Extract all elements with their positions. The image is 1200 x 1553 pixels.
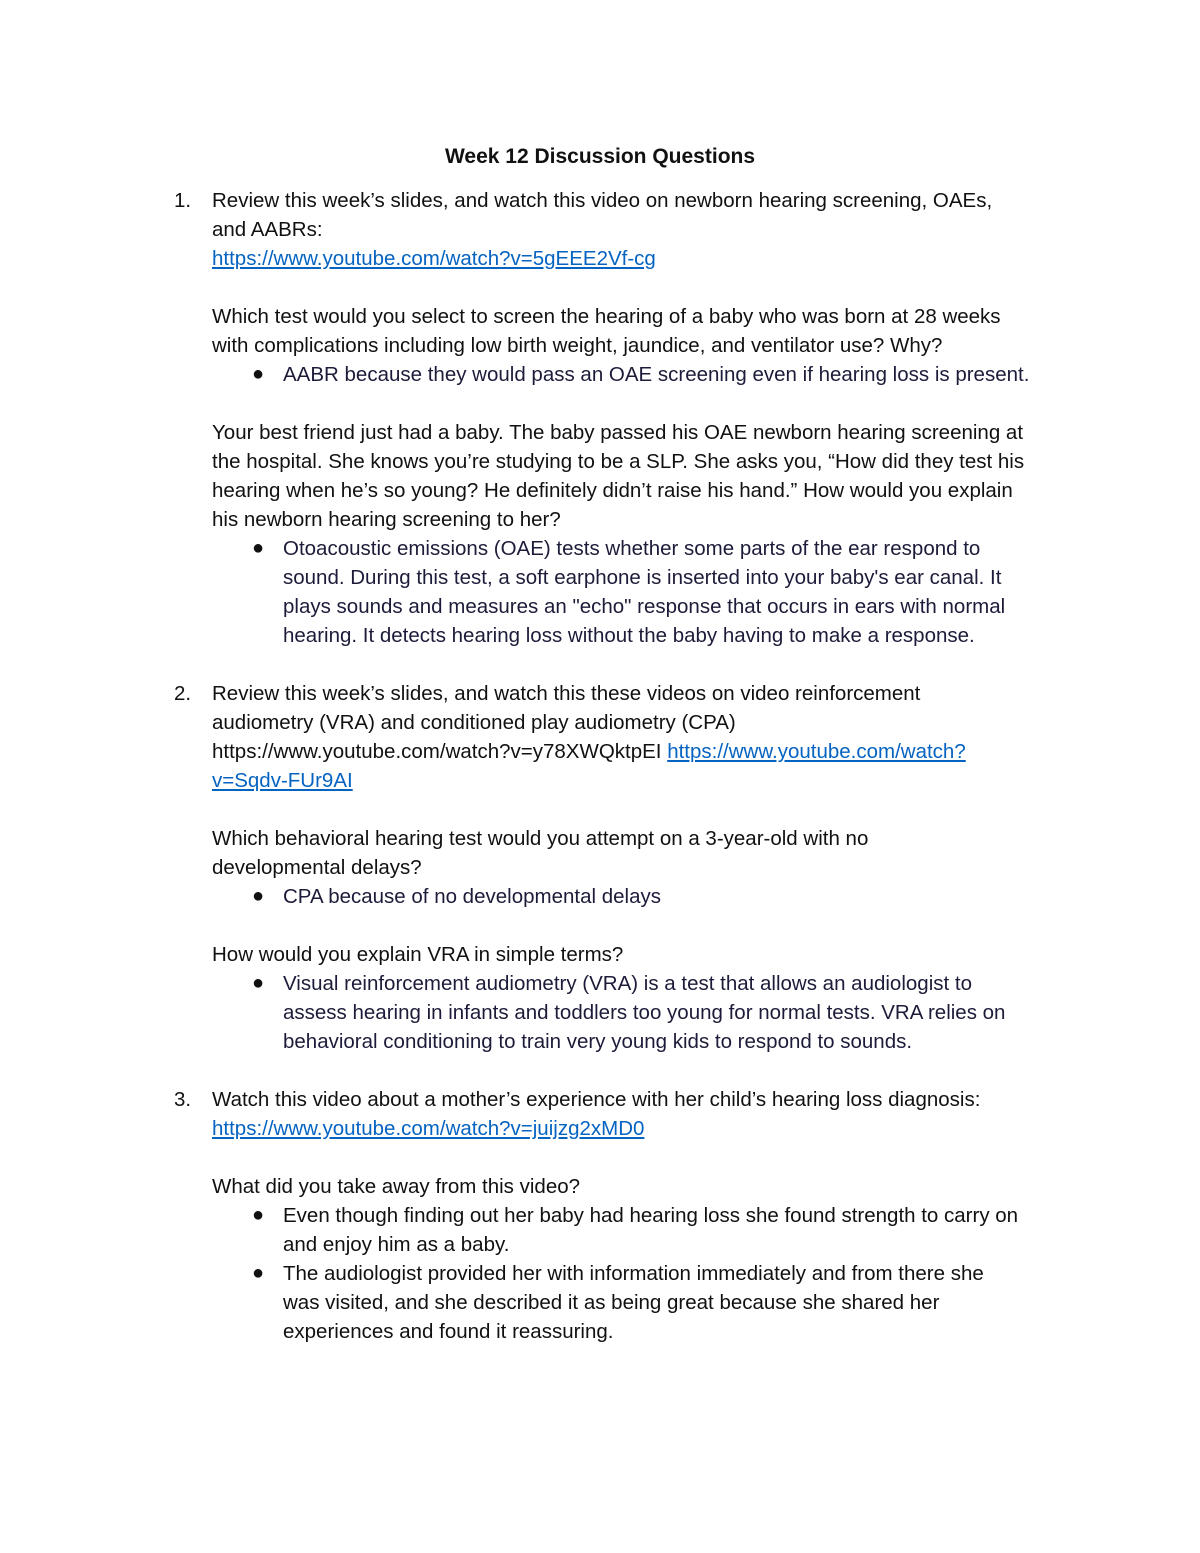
question-1b-answers [212, 534, 1074, 650]
answer-bullet [212, 1201, 1074, 1259]
spacer [212, 389, 1074, 418]
answer-line: plays sounds and measures an "echo" response that occurs in ears with normal [283, 595, 1006, 618]
answer-text [283, 969, 1074, 1056]
bullet-icon: ● [252, 537, 265, 559]
question-2b-text-line-1: How would you explain VRA in simple terms? [212, 943, 624, 966]
answer-line: was visited, and she described it as being great because she shared her [283, 1291, 940, 1314]
spacer [212, 1143, 1074, 1172]
question-2-video-link-part2[interactable]: v=Sqdv-FUr9AI [212, 769, 353, 792]
answer-text [283, 1201, 1074, 1259]
answer-line: The audiologist provided her with information immediately and from there she [283, 1262, 984, 1285]
answer-bullet [212, 360, 1074, 389]
question-1b-text-line-3: hearing when he’s so young? He definitely didn’t raise his hand.” How would you explain [212, 479, 1013, 502]
answer-text: AABR because they would pass an OAE screening even if hearing loss is present. [283, 363, 1030, 386]
question-2-prompt-line-2: audiometry (VRA) and conditioned play audiometry (CPA) [212, 711, 736, 734]
question-2a-text-line-2: developmental delays? [212, 856, 422, 879]
question-1b-text-line-2: the hospital. She knows you’re studying to be a SLP. She asks you, “How did they test his [212, 450, 1025, 473]
answer-line: experiences and found it reassuring. [283, 1320, 614, 1343]
spacer [212, 650, 1074, 679]
question-2-block [212, 679, 1074, 1085]
question-1-video-link[interactable]: https://www.youtube.com/watch?v=5gEEE2Vf-cg [212, 247, 656, 270]
question-1a-text-line-1: Which test would you select to screen the hearing of a baby who was born at 28 weeks [212, 305, 1001, 328]
question-3-prompt-line-1: Watch this video about a mother’s experience with her child’s hearing loss diagnosis: [212, 1088, 981, 1111]
question-3a-text-line-1: What did you take away from this video? [212, 1175, 581, 1198]
answer-line: assess hearing in infants and toddlers too young for normal tests. VRA relies on [283, 1001, 1006, 1024]
answer-text: CPA because of no developmental delays [283, 885, 661, 908]
question-1 [174, 186, 1074, 679]
question-2-plain-link: https://www.youtube.com/watch?v=y78XWQktpEI [212, 740, 662, 763]
answer-line: Otoacoustic emissions (OAE) tests whether some parts of the ear respond to [283, 537, 981, 560]
question-1b-text-line-4: his newborn hearing screening to her? [212, 508, 561, 531]
answer-bullet [212, 1259, 1074, 1346]
bullet-icon: ● [252, 972, 265, 994]
spacer [212, 273, 1074, 302]
question-3 [174, 1085, 1074, 1346]
question-3a-answers [212, 1201, 1074, 1346]
question-1a-text-line-2: with complications including low birth weight, jaundice, and ventilator use? Why? [212, 334, 943, 357]
question-1-number: 1. [174, 189, 192, 212]
question-1a-answers [212, 360, 1074, 389]
question-1-prompt-line-1: Review this week’s slides, and watch this video on newborn hearing screening, OAEs, [212, 189, 993, 212]
question-1b-text-line-1: Your best friend just had a baby. The baby passed his OAE newborn hearing screening at [212, 421, 1024, 444]
bullet-icon: ● [252, 885, 265, 907]
answer-text [283, 534, 1074, 650]
answer-line: and enjoy him as a baby. [283, 1233, 510, 1256]
question-2-prompt-line-1: Review this week’s slides, and watch this these videos on video reinforcement [212, 682, 921, 705]
question-3-number: 3. [174, 1088, 192, 1111]
question-1-prompt-line-2: and AABRs: [212, 218, 323, 241]
question-2a-text-line-1: Which behavioral hearing test would you attempt on a 3-year-old with no [212, 827, 869, 850]
question-2-number: 2. [174, 682, 192, 705]
bullet-icon: ● [252, 363, 265, 385]
question-list [174, 186, 1074, 1346]
question-2a-answers [212, 882, 1074, 911]
answer-bullet [212, 882, 1074, 911]
answer-line: hearing. It detects hearing loss without the baby having to make a response. [283, 624, 975, 647]
question-2 [174, 679, 1074, 1085]
answer-line: Even though finding out her baby had hearing loss she found strength to carry on [283, 1204, 1019, 1227]
document-title: Week 12 Discussion Questions [444, 145, 756, 168]
answer-line: Visual reinforcement audiometry (VRA) is a test that allows an audiologist to [283, 972, 972, 995]
spacer [212, 911, 1074, 940]
answer-text [283, 1259, 1074, 1346]
question-3-video-link[interactable]: https://www.youtube.com/watch?v=juijzg2xMD0 [212, 1117, 645, 1140]
bullet-icon: ● [252, 1204, 265, 1226]
question-1-block [212, 186, 1074, 679]
answer-line: behavioral conditioning to train very young kids to respond to sounds. [283, 1030, 913, 1053]
question-2-video-link-part1[interactable]: https://www.youtube.com/watch? [667, 740, 966, 763]
spacer [212, 795, 1074, 824]
answer-line: sound. During this test, a soft earphone is inserted into your baby's ear canal. It [283, 566, 1002, 589]
bullet-icon: ● [252, 1262, 265, 1284]
spacer [212, 1056, 1074, 1085]
question-2b-answers [212, 969, 1074, 1056]
answer-bullet [212, 534, 1074, 650]
question-3-block [212, 1085, 1074, 1346]
answer-bullet [212, 969, 1074, 1056]
